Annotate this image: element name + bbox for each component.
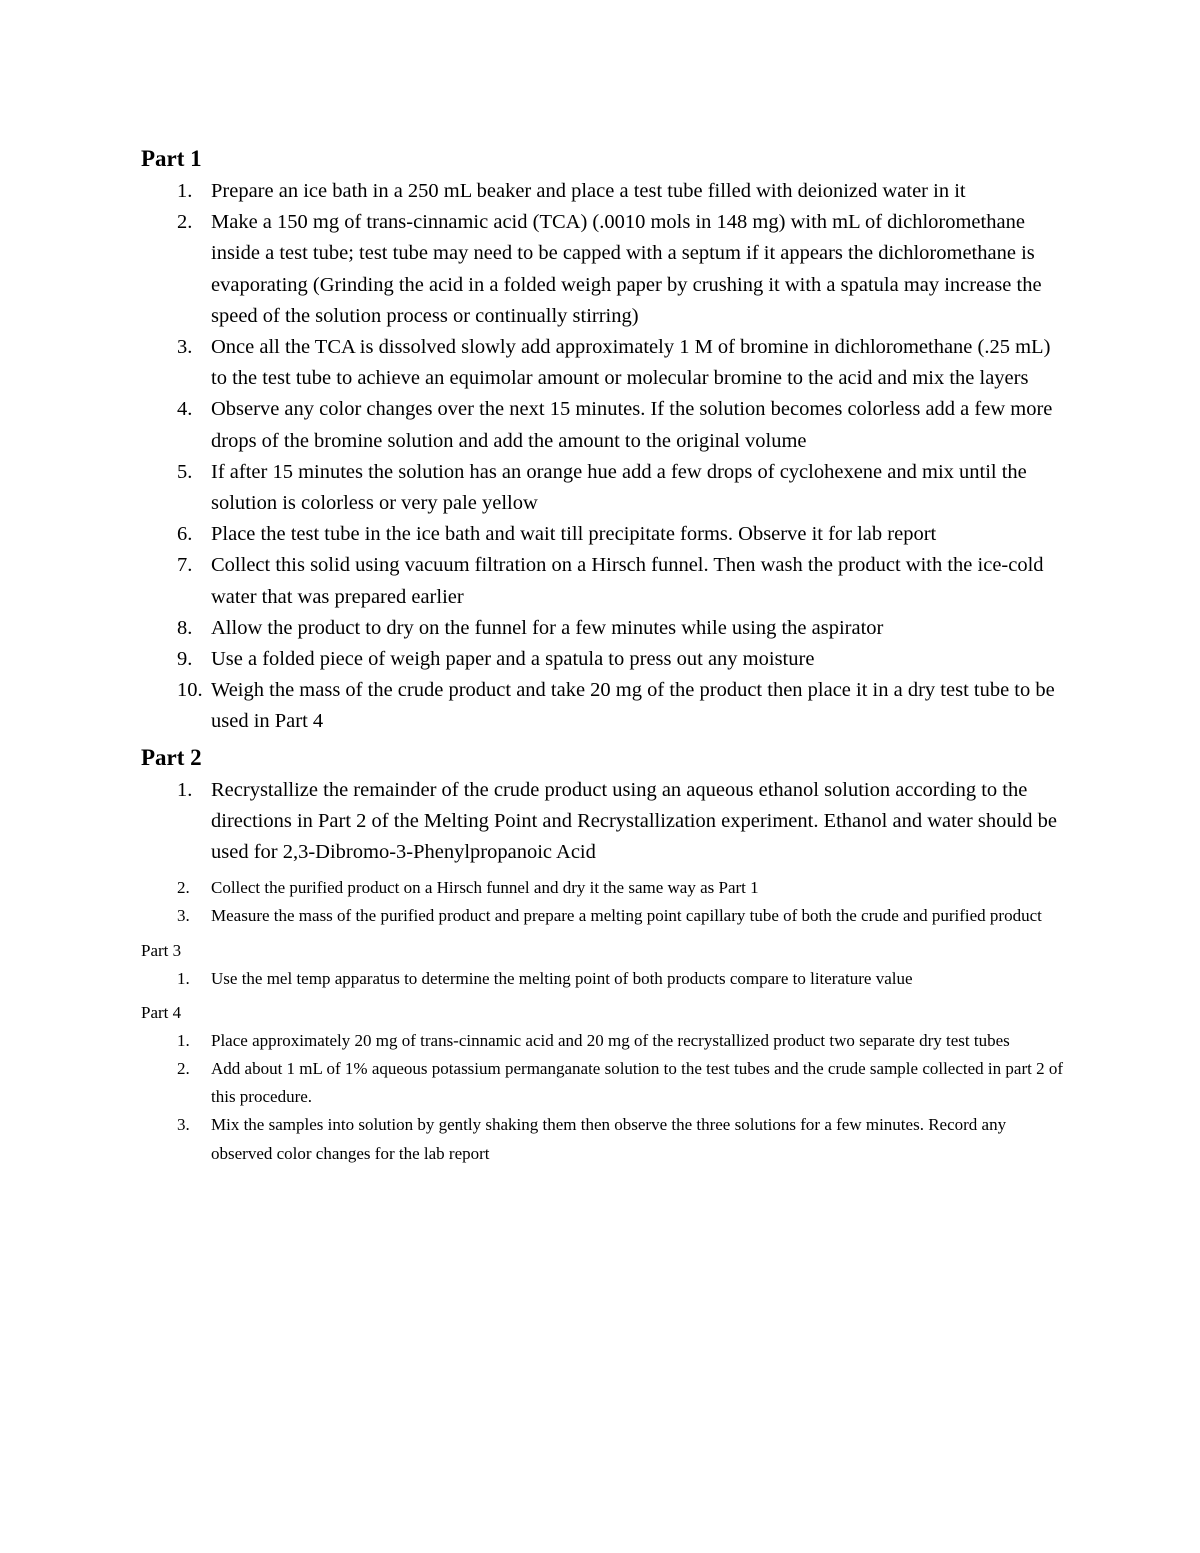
step-number: 5. [177,460,193,483]
step-text: Place the test tube in the ice bath and wait till precipitate forms. Observe it for lab report [211,523,937,546]
list-item [141,675,1071,737]
step-text: Recrystallize the remainder of the crude product using an aqueous ethanol solution according to the directions in Part 2 of the Melting Point and Recrystallization experiment. Ethanol and water should be used for 2,3-Dibromo-3-Phenylpropanoic Acid [211,778,1057,864]
list-item [141,457,1071,519]
step-number: 3. [177,1115,190,1135]
part-1-section [141,143,1071,738]
part-4-heading: Part 4 [141,1002,182,1022]
step-text: Use a folded piece of weigh paper and a spatula to press out any moisture [211,648,815,671]
list-item [141,902,1071,930]
step-number: 1. [177,778,193,801]
list-item [141,519,1071,550]
step-text: Collect the purified product on a Hirsch funnel and dry it the same way as Part 1 [211,878,759,898]
list-item [141,613,1071,644]
step-number: 1. [177,968,190,988]
part-3-heading: Part 3 [141,940,182,960]
part-4-section [141,999,1071,1168]
step-text: Measure the mass of the purified product and prepare a melting point capillary tube of both the crude and purified product [211,906,1042,926]
step-number: 1. [177,1030,190,1050]
list-item [141,874,1071,902]
step-number: 3. [177,906,190,926]
step-text: Observe any color changes over the next 15 minutes. If the solution becomes colorless add a few more drops of the bromine solution and add the amount to the original volume [211,398,1053,452]
list-item [141,550,1071,612]
step-number: 9. [177,648,193,671]
step-number: 2. [177,1059,190,1079]
document-content [141,143,1071,1168]
list-item [141,207,1071,332]
step-number: 6. [177,523,193,546]
step-number: 8. [177,616,193,639]
step-text: Make a 150 mg of trans-cinnamic acid (TCA) (.0010 mols in 148 mg) with mL of dichloromethane inside a test tube; test tube may need to be capped with a septum if it appears the dichloromethane is evaporating (Grinding the acid in a folded weigh paper by crushing it with a spatula may increase the speed of the solution process or continually stirring) [211,211,1042,327]
step-text: Place approximately 20 mg of trans-cinnamic acid and 20 mg of the recrystallized product two separate dry test tubes [211,1030,1010,1050]
step-text: Collect this solid using vacuum filtration on a Hirsch funnel. Then wash the product with the ice-cold water that was prepared earlier [211,554,1044,608]
list-item [141,1027,1071,1055]
part-3-section [141,937,1071,993]
list-item [141,1111,1071,1167]
step-text: Use the mel temp apparatus to determine the melting point of both products compare to literature value [211,968,913,988]
list-item [141,965,1071,993]
step-number: 2. [177,878,190,898]
step-text: Allow the product to dry on the funnel for a few minutes while using the aspirator [211,616,884,639]
part-3-steps [141,965,1071,993]
step-number: 10. [177,679,203,702]
step-text: Weigh the mass of the crude product and take 20 mg of the product then place it in a dry test tube to be used in Part 4 [211,679,1055,733]
step-number: 4. [177,398,193,421]
step-number: 2. [177,211,193,234]
part-2-heading: Part 2 [141,744,202,770]
part-2-section [141,742,1071,931]
step-number: 7. [177,554,193,577]
part-1-heading: Part 1 [141,146,202,171]
step-number: 3. [177,336,193,359]
list-item [141,394,1071,456]
step-text: Add about 1 mL of 1% aqueous potassium permanganate solution to the test tubes and the crude sample collected in part 2 of this procedure. [211,1059,1063,1107]
step-text: Prepare an ice bath in a 250 mL beaker and place a test tube filled with deionized water in it [211,180,966,202]
list-item [141,176,1071,207]
step-text: Mix the samples into solution by gently shaking them then observe the three solutions for a few minutes. Record any observed color changes for the lab report [211,1115,1007,1163]
step-text: If after 15 minutes the solution has an orange hue add a few drops of cyclohexene and mix until the solution is colorless or very pale yellow [211,460,1027,515]
step-text: Once all the TCA is dissolved slowly add approximately 1 M of bromine in dichloromethane (.25 mL) to the test tube to achieve an equimolar amount or molecular bromine to the acid and mix the layers [211,336,1051,390]
list-item [141,644,1071,675]
part-1-steps [141,176,1071,738]
list-item [141,332,1071,394]
part-2-steps [141,775,1071,931]
part-4-steps [141,1027,1071,1168]
step-number: 1. [177,180,193,202]
list-item [141,1055,1071,1111]
list-item [141,775,1071,869]
